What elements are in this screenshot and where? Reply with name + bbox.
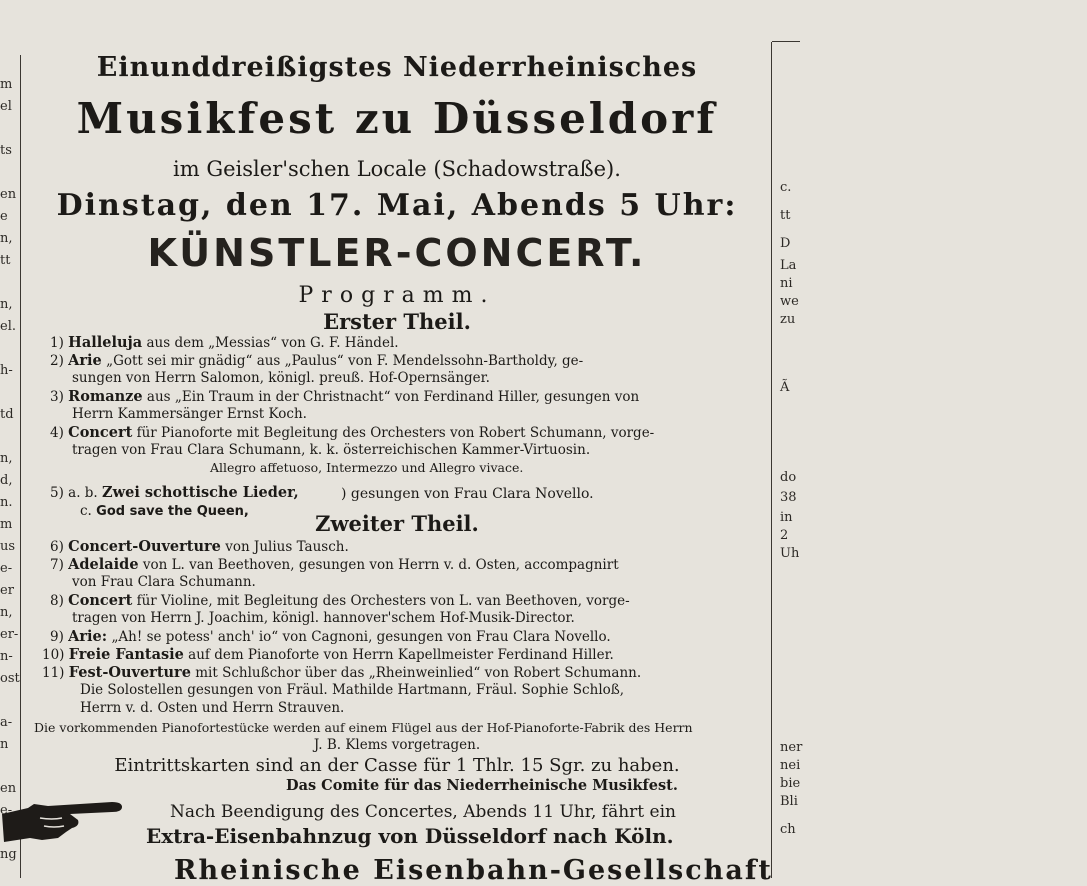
right-margin-fragment: ner [780,740,803,755]
program-item-performer: ) gesungen von Frau Clara Novello. [341,486,594,502]
left-margin-fragment: ts [0,143,12,158]
train-notice: Nach Beendigung des Concertes, Abends 11 Uhr, fährt ein [170,802,676,822]
right-margin-fragment: ch [780,822,796,837]
piano-note: Die vorkommenden Pianofortestücke werden auf einem Flügel aus der Hof-Pianoforte-Fabrik des Herrn [34,720,693,735]
program-item-continued: Herrn v. d. Osten und Herrn Strauven. [80,700,345,716]
right-margin-fragment: 38 [780,490,797,505]
part-two-heading: Zweiter Theil. [315,511,479,536]
right-margin-fragment: c. [780,180,792,195]
right-margin-fragment: Ã [780,380,790,395]
program-item: 3) Romanze aus „Ein Traum in der Christnacht“ von Ferdinand Hiller, gesungen von [50,388,640,405]
right-margin-fragment: zu [780,312,796,327]
left-margin-fragment: d, [0,473,13,488]
left-margin-fragment: n. [0,495,13,510]
concert-advertisement [24,0,773,886]
program-item: 1) Halleluja aus dem „Messias“ von G. F. Händel. [50,334,399,351]
right-margin-fragment: D [780,236,791,251]
left-margin-fragment: ost [0,671,20,686]
program-item-continued: tragen von Herrn J. Joachim, königl. hannover'schem Hof-Musik-Director. [72,610,575,626]
right-margin-fragment: do [780,470,797,485]
left-column-fragment [0,0,20,878]
program-item: 7) Adelaide von L. van Beethoven, gesungen von Herrn v. d. Osten, accompagnirt [50,556,619,573]
program-item-continued: von Frau Clara Schumann. [72,574,256,590]
program-item: 5) a. b. Zwei schottische Lieder, [50,484,299,501]
right-margin-fragment: Uh [780,546,800,561]
left-margin-fragment: m [0,77,13,92]
right-margin-fragment: ni [780,276,793,291]
ticket-info: Eintrittskarten sind an der Casse für 1 Thlr. 15 Sgr. zu haben. [114,755,680,776]
program-item-continued: Die Solostellen gesungen von Fräul. Mathilde Hartmann, Fräul. Sophie Schloß, [80,682,625,698]
right-margin-fragment: 2 [780,528,789,543]
concert-title: KÜNSTLER-CONCERT. [147,231,647,275]
right-margin-fragment: Bli [780,794,798,809]
left-margin-fragment: e- [0,803,13,818]
left-margin-fragment: n, [0,605,13,620]
program-item-continued: c. God save the Queen, [80,503,249,519]
left-margin-fragment: er- [0,627,19,642]
pointing-hand-icon [0,798,130,848]
left-margin-fragment: en [0,781,17,796]
left-margin-fragment: us [0,539,16,554]
program-item: 8) Concert für Violine, mit Begleitung des Orchesters von L. van Beethoven, vorge- [50,592,630,609]
venue-line: im Geisler'schen Locale (Schadowstraße). [173,157,621,181]
program-item: 4) Concert für Pianoforte mit Begleitung des Orchesters von Robert Schumann, vorge- [50,424,655,441]
left-margin-fragment: td [0,407,14,422]
left-margin-fragment: e [0,209,8,224]
piano-maker-line: J. B. Klems vorgetragen. [313,737,481,753]
left-margin-fragment: n, [0,297,13,312]
right-margin-fragment: in [780,510,793,525]
festival-edition-heading: Einunddreißigstes Niederrheinisches [96,52,698,83]
festival-title: Musikfest zu Düsseldorf [76,94,718,143]
right-margin-fragment: La [780,258,797,273]
left-margin-fragment: n [0,737,9,752]
left-margin-fragment: h- [0,363,13,378]
programm-heading: Programm. [298,283,496,308]
left-margin-fragment: e- [0,561,13,576]
left-margin-fragment: m [0,517,13,532]
left-margin-fragment: n- [0,649,13,664]
program-item: 9) Arie: „Ah! se potess' anch' io“ von Cagnoni, gesungen von Frau Clara Novello. [50,628,611,645]
left-margin-fragment: tt [0,253,11,268]
right-column-fragment [776,0,803,878]
left-margin-fragment: el [0,99,12,114]
left-margin-fragment: el. [0,319,16,334]
program-item: 11) Fest-Ouverture mit Schlußchor über das „Rheinweinlied“ von Robert Schumann. [42,664,642,681]
right-margin-fragment: tt [780,208,791,223]
left-column-rule [20,55,21,878]
part-one-heading: Erster Theil. [323,309,471,334]
left-margin-fragment: er [0,583,14,598]
program-item-continued: tragen von Frau Clara Schumann, k. k. österreichischen Kammer-Virtuosin. [72,442,591,458]
left-margin-fragment: ng [0,847,17,862]
extra-train-line: Extra-Eisenbahnzug von Düsseldorf nach Köln. [146,824,674,848]
right-margin-fragment: we [780,294,799,309]
left-margin-fragment: a- [0,715,13,730]
left-margin-fragment: n, [0,451,13,466]
date-time-line: Dinstag, den 17. Mai, Abends 5 Uhr: [56,188,738,223]
program-item: 2) Arie „Gott sei mir gnädig“ aus „Paulus“ von F. Mendelssohn-Bartholdy, ge- [50,352,584,369]
program-item: 6) Concert-Ouverture von Julius Tausch. [50,538,349,555]
left-margin-fragment: n, [0,231,13,246]
committee-signature: Das Comite für das Niederrheinische Musikfest. [286,777,678,794]
program-item-tempo: Allegro affetuoso, Intermezzo und Allegro vivace. [210,460,524,475]
right-margin-fragment: bie [780,776,801,791]
program-item-continued: Herrn Kammersänger Ernst Koch. [72,406,307,422]
program-item-continued: sungen von Herrn Salomon, königl. preuß. Hof-Opernsänger. [72,370,490,386]
program-item: 10) Freie Fantasie auf dem Pianoforte von Herrn Kapellmeister Ferdinand Hiller. [42,646,614,663]
next-advertisement-heading: Rheinische Eisenbahn-Gesellschaft [174,855,773,886]
left-margin-fragment: en [0,187,17,202]
right-margin-fragment: nei [780,758,801,773]
